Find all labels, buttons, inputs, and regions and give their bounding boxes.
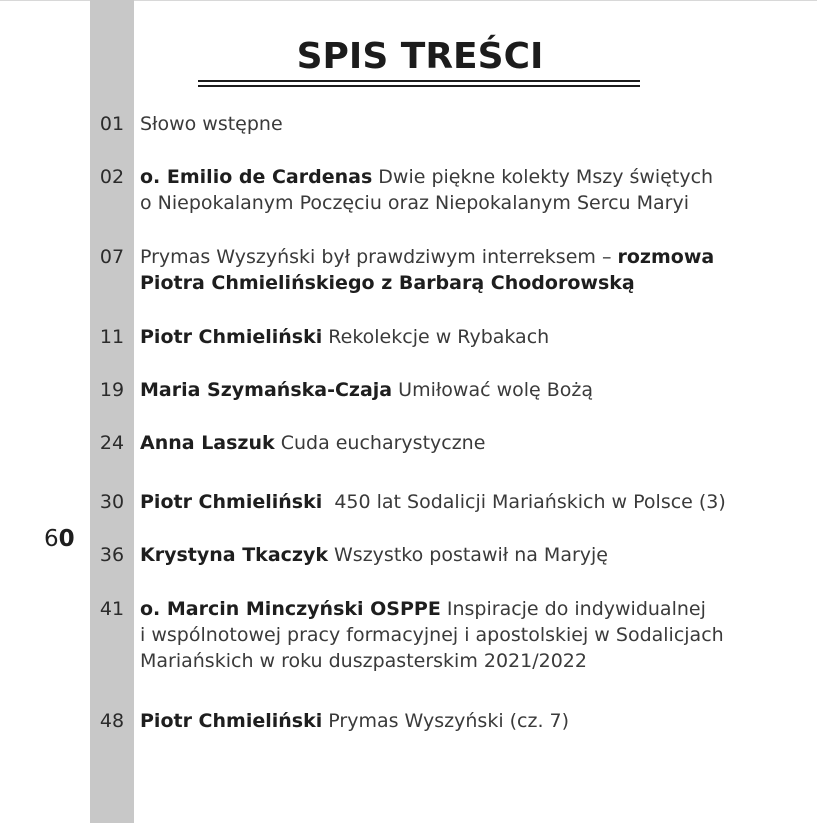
toc-entry-page-number: 36 <box>99 544 125 566</box>
toc-entry-page-number: 01 <box>99 113 125 135</box>
toc-entry-page-number: 19 <box>99 379 125 401</box>
toc-entry-author: Piotra Chmielińskiego z Barbarą Chodorowską <box>140 272 635 294</box>
toc-entry-line <box>140 489 810 515</box>
toc-entry-title <box>140 244 810 296</box>
toc-entry-author: Piotr Chmieliński <box>140 491 323 513</box>
toc-entry-line <box>140 164 810 190</box>
toc-entry-title <box>140 708 810 734</box>
toc-entry-author: o. Marcin Minczyński OSPPE <box>140 598 441 620</box>
toc-entry-author: Maria Szymańska-Czaja <box>140 379 393 401</box>
toc-entry-author: o. Emilio de Cardenas <box>140 166 373 188</box>
toc-entry-title <box>140 324 810 350</box>
toc-entry-line <box>140 377 810 403</box>
toc-entry-text: Prymas Wyszyński (cz. 7) <box>322 710 570 732</box>
toc-entry-line <box>140 542 810 568</box>
title-underline-top <box>198 80 640 82</box>
toc-entry-title <box>140 111 810 137</box>
toc-entry-title <box>140 489 810 515</box>
toc-entry-line <box>140 596 810 622</box>
toc-entry-author: Anna Laszuk <box>140 432 275 454</box>
toc-entry-text: 450 lat Sodalicji Mariańskich w Polsce (3) <box>322 491 726 513</box>
toc-entry-text: Dwie piękne kolekty Mszy świętych <box>372 166 714 188</box>
toc-entry-author: rozmowa <box>617 246 715 268</box>
toc-entry-line <box>140 244 810 270</box>
toc-entry-author: Piotr Chmieliński <box>140 326 323 348</box>
toc-entry-text: Rekolekcje w Rybakach <box>322 326 550 348</box>
toc-entry-author: Piotr Chmieliński <box>140 710 323 732</box>
toc-entry-text: Prymas Wyszyński był prawdziwym interreksem – <box>140 246 618 268</box>
toc-entry-text: Umiłować wolę Bożą <box>392 379 594 401</box>
toc-entry-text: Słowo wstępne <box>140 113 283 135</box>
toc-entry-page-number: 11 <box>99 326 125 348</box>
toc-entry-text: Mariańskich w roku duszpasterskim 2021/2022 <box>140 650 587 672</box>
toc-entry-title <box>140 430 810 456</box>
toc-entry-text: i wspólnotowej pracy formacyjnej i apostolskiej w Sodalicjach <box>140 624 724 646</box>
toc-entry-line <box>140 190 810 216</box>
page-number <box>44 526 75 552</box>
toc-entry-title <box>140 377 810 403</box>
toc-entry-title <box>140 542 810 568</box>
page-title: SPIS TREŚCI <box>296 36 544 77</box>
toc-entry-page-number: 24 <box>99 432 125 454</box>
toc-entry-page-number: 02 <box>99 166 125 188</box>
toc-entry-line <box>140 622 810 648</box>
page-number-digit-bold: 0 <box>58 526 75 552</box>
toc-entry-line <box>140 324 810 350</box>
toc-entry-page-number: 48 <box>99 710 125 732</box>
toc-entry-title <box>140 164 810 216</box>
title-underline-bottom <box>198 85 640 87</box>
toc-entry-line <box>140 708 810 734</box>
toc-entry-text: Inspiracje do indywidualnej <box>440 598 706 620</box>
toc-entry-line <box>140 270 810 296</box>
toc-entry-title <box>140 596 810 674</box>
toc-entry-line <box>140 111 810 137</box>
toc-entry-page-number: 30 <box>99 491 125 513</box>
toc-entry-page-number: 07 <box>99 246 125 268</box>
toc-entry-text: o Niepokalanym Poczęciu oraz Niepokalanym Sercu Maryi <box>140 192 689 214</box>
toc-entry-line <box>140 648 810 674</box>
toc-entry-text: Cuda eucharystyczne <box>274 432 486 454</box>
toc-entry-text: Wszystko postawił na Maryję <box>327 544 608 566</box>
toc-entry-line <box>140 430 810 456</box>
toc-entry-author: Krystyna Tkaczyk <box>140 544 328 566</box>
toc-entry-page-number: 41 <box>99 598 125 620</box>
page-number-digit: 6 <box>44 526 59 552</box>
